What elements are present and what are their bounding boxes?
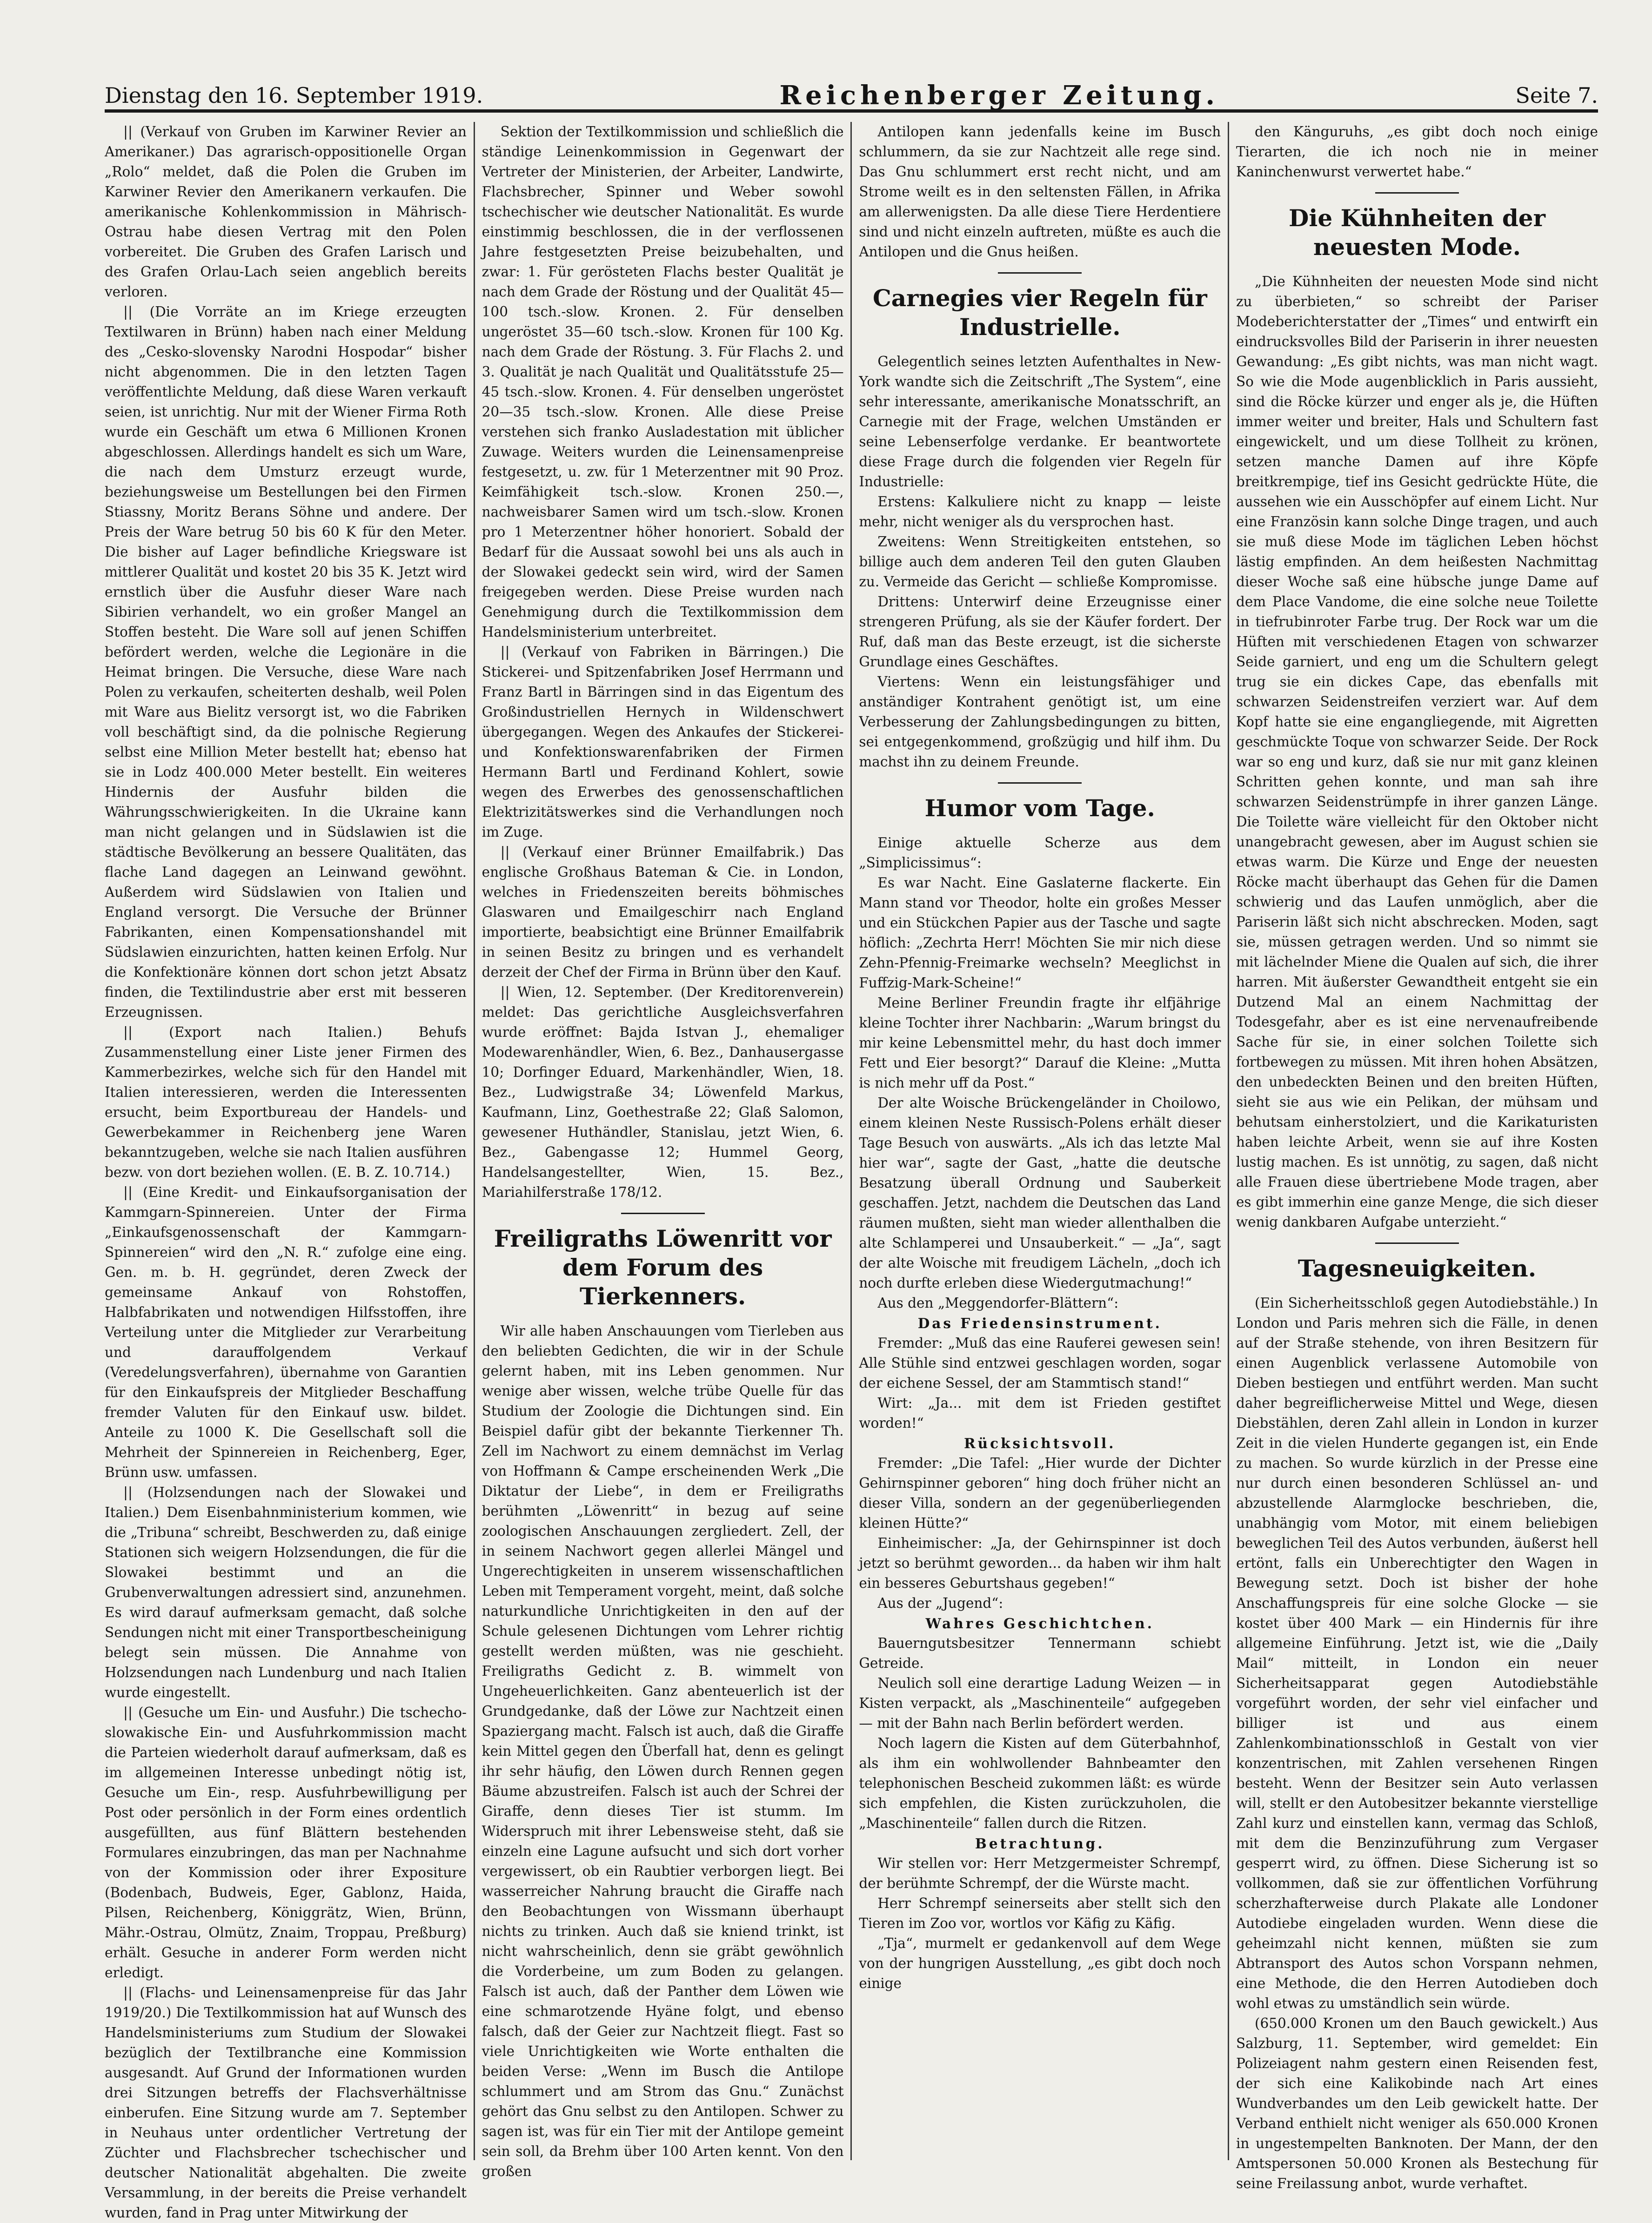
carnegie-rule-1: Erstens: Kalkuliere nicht zu knapp — leiste mehr, nicht weniger als du versprochen hast. xyxy=(859,494,1221,530)
article-kronen-bauch: (650.000 Kronen um den Bauch gewickelt.) Aus Salzburg, 11. September, wird gemeldet: Ein Polizeiagent nahm gestern einen Reisenden fest, der sich eine Kalikobinde nach Art eines Wundverbandes um den Leib gewickelt hatte. Der Verband enthielt nicht weniger als 650.000 Kronen in ungestempelten Banknoten. Der Mann, der den Amtspersonen 50.000 Kronen als Bestechung für seine Freilassung anbot, wurde verhaftet. xyxy=(1236,2015,1598,2191)
article-emailfabrik: || (Verkauf einer Brünner Emailfabrik.) Das englische Großhaus Bateman & Cie. in London, welches in Friedenszeiten bereits böhmisches Glaswaren und Emailgeschirr nach England importierte, beabsichtigt eine Brünner Emailfabrik in seinen Besitz zu bringen und es verhandelt derzeit der Chef der Firma in Brünn über den Kauf. xyxy=(482,844,844,980)
article-kreditorenverein: || Wien, 12. September. (Der Kreditorenverein) meldet: Das gerichtliche Ausgleichsverfahren wurde eröffnet: Bajda Istvan J., ehemaliger Modewarenhändler, Wien, 6. Bez., Danhausergasse 10; Dorfinger Eduard, Markenhändler, Wien, 18. Bez., Ludwigstraße 34; Löwenfeld Markus, Kaufmann, Linz, Goethestraße 22; Glaß Salomon, gewesener Huthändler, Stanislau, jetzt Wien, 6. Bez., Gabengasse 12; Hummel Georg, Handelsangestellter, Wien, 15. Bez., Mariahilferstraße 178/12. xyxy=(482,984,844,1200)
article-baerringen: || (Verkauf von Fabriken in Bärringen.) Die Stickerei- und Spitzenfabriken Josef Herrmann und Franz Bartl in Bärringen sind in das Eigentum des Großindustriellen Hernych in Wildenschwert übergegangen. Wegen des Ankaufes der Stickerei- und Konfektionswarenfabriken der Firmen Hermann Bartl und Ferdinand Kohlert, sowie wegen des Erwerbes des genossenschaftlichen Elektrizitätswerkes sind die Verhandlungen noch im Zuge. xyxy=(482,644,844,840)
article-export-italien: || (Export nach Italien.) Behufs Zusammenstellung einer Liste jener Firmen des Kammerbezirkes, welche sich für den Handel mit Italien interessieren, werden die Interessenten ersucht, beim Exportbureau der Handels- und Gewerbekammer in Reichenberg jene Waren bekanntzugeben, welche sie nach Italien ausführen bezw. von dort beziehen wollen. (E. B. Z. 10.714.) xyxy=(105,1024,467,1180)
article-gruben-karwin: || (Verkauf von Gruben im Karwiner Revier an Amerikaner.) Das agrarisch-oppositionelle Organ „Rolo“ meldet, daß die Polen die Gruben im Karwiner Revier den Amerikanern verkaufen. Die amerikanische Kohlenkommission in Mährisch-Ostrau habe diesen Vertrag mit den Polen vorbereitet. Die Gruben des Grafen Larisch und des Grafen Orlau-Lach seien angeblich bereits verloren. xyxy=(105,124,467,300)
section-rule xyxy=(1375,1242,1459,1244)
article-flachspreise-cont: Sektion der Textilkommission und schließlich die ständige Leinenkommission in Gegenwart der Vertreter der Ministerien, der Arbeiter, Landwirte, Flachsbrecher, Spinner und Weber sowohl tschechischer wie deutscher Nationalität. Es wurde einstimmig beschlossen, die in der verflossenen Jahre festgesetzten Preise beizubehalten, und zwar: 1. Für gerösteten Flachs bester Qualität je nach dem Grade der Röstung und der Qualität 45—100 tsch.-slow. Kronen. 2. Für denselben ungeröstet 35—60 tsch.-slow. Kronen für 100 Kg. nach dem Grade der Röstung. 3. Für Flachs 2. und 3. Qualität je nach Qualität und Qualitätsstufe 25—45 tsch.-slow. Kronen. 4. Für denselben ungeröstet 20—35 tsch.-slow. Kronen. Alle diese Preise verstehen sich franko Ausladestation mit üblicher Zuwage. Weiters wurden die Leinensamenpreise festgesetzt, u. zw. für 1 Meterzentner mit 90 Proz. Keimfähigkeit tsch.-slow. Kronen 250.—, nachweisbarer Samen wird um tsch.-slow. Kronen pro 1 Meterzentner höher honoriert. Sobald der Bedarf für die Aussaat sowohl bei uns als auch in der Slowakei gedeckt sein wird, wird der Samen freigegeben werden. Diese Preise wurden nach Genehmigung durch die Textilkommission dem Handelsministerium unterbreitet. xyxy=(482,124,844,640)
article-sicherheitsschloss: (Ein Sicherheitsschloß gegen Autodiebstähle.) In London und Paris mehren sich die Fälle, in denen auf der Straße stehende, von ihren Besitzern für einen Augenblick verlassene Automobile von Dieben bestiegen und entführt werden. Man sucht daher begreiflicherweise Mittel und Wege, diesen Diebstählen, deren Zahl allein in London in kurzer Zeit in die vielen Hunderte gegangen ist, ein Ende zu machen. So wurde kürzlich in der Presse eine nur durch einen besonderen Schlüssel an- und abzustellende Alarmglocke beschrieben, die, unabhängig vom Motor, mit einem beliebigen beweglichen Teil des Autos verbunden, äußerst hell ertönt, falls ein Unberechtigter den Wagen in Bewegung setzt. Doch ist bisher der hohe Anschaffungspreis für eine solche Glocke — sie kostet über 400 Mark — ein Hindernis für ihre allgemeine Einführung. Jetzt ist, wie die „Daily Mail“ mitteilt, in London ein neuer Sicherheitsapparat gegen Autodiebstähle vorgeführt worden, der sehr viel einfacher und billiger ist und aus einem Zahlenkombinationsschloß in Gestalt von vier konzentrischen, mit Zahlen versehenen Ringen besteht. Wenn der Besitzer sein Auto verlassen will, stellt er den Autobesitzer bekannte vierstellige Zahl kurz und einstellen kann, vermag das Schloß, mit dem die Benzinzuführung zum Vergaser gesperrt wird, zu öffnen. Diese Sicherung ist so vollkommen, daß sie zur öffentlichen Vorführung scherzhafterweise durch Plakate alle Londoner Autodiebe eingeladen wurden. Wenn diese die geheimzahl nicht kennen, müßten sie zum Abtransport des Autos schon Vorspann nehmen, eine Methode, die den Herren Autodieben doch wohl etwas zu umständlich sein würde. xyxy=(1236,1295,1598,2011)
humor-intro: Einige aktuelle Scherze aus dem „Simplicissimus“: xyxy=(859,835,1221,871)
humor-joke-5a: Fremder: „Die Tafel: „Hier wurde der Dichter Gehirnspinner geboren“ hing doch früher nicht an dieser Villa, sondern an der gegenüberliegenden kleinen Hütte?“ xyxy=(859,1455,1221,1531)
article-gesuche: || (Gesuche um Ein- und Ausfuhr.) Die tschecho-slowakische Ein- und Ausfuhrkommission macht die Parteien wiederholt darauf aufmerksam, daß es im allgemeinen Interesse unbedingt nötig ist, Gesuche um Ein-, resp. Ausfuhrbewilligung per Post oder persönlich in der Form eines ordentlich ausgefüllten, aus fünf Blättern bestehenden Formulares einzubringen, das man per Nachnahme von der Kommission oder ihrer Expositure (Bodenbach, Budweis, Eger, Gablonz, Haida, Pilsen, Reichenberg, Königgrätz, Wien, Brünn, Mähr.-Ostrau, Olmütz, Znaim, Troppau, Preßburg) erhält. Gesuche in anderer Form werden nicht erledigt. xyxy=(105,1705,467,1981)
header-date: Dienstag den 16. September 1919. xyxy=(105,83,483,108)
humor-joke-7a: Wir stellen vor: Herr Metzgermeister Schrempf, der berühmte Schrempf, der die Würste macht. xyxy=(859,1855,1221,1891)
column-divider xyxy=(474,122,475,2160)
humor-joke-7b: Herr Schrempf seinerseits aber stellt sich den Tieren im Zoo vor, wortlos vor Käfig zu Käfig. xyxy=(859,1895,1221,1931)
section-rule xyxy=(621,1213,705,1214)
section-rule xyxy=(998,272,1082,274)
page-header xyxy=(105,77,1598,113)
carnegie-rule-3: Drittens: Unterwirf deine Erzeugnisse einer strengeren Prüfung, als sie der Käufer fordert. Der Ruf, daß man das Beste erzeugt, ist die sicherste Grundlage eines Geschäftes. xyxy=(859,594,1221,670)
humor-joke-2: Meine Berliner Freundin fragte ihr elfjährige kleine Tochter ihrer Nachbarin: „Warum bringst du mir keine Lebensmittel mehr, du hast doch immer Fett und Eier besorgt?“ Darauf die Kleine: „Mutta is nich mehr uff da Post.“ xyxy=(859,995,1221,1091)
headline-mode: Die Kühnheiten der neuesten Mode. xyxy=(1289,204,1545,261)
column-2 xyxy=(482,122,844,2179)
humor-title-ruecksichtsvoll: Rücksichtsvoll. xyxy=(964,1435,1116,1451)
article-flachspreise: || (Flachs- und Leinensamenpreise für das Jahr 1919/20.) Die Textilkommission hat auf Wunsch des Handelsministeriums zum Studium der Slowakei bezüglich der Textilbranche eine Kommission ausgesandt. Auf Grund der Informationen wurden drei Sitzungen betreffs der Flachsverhältnisse einberufen. Eine Sitzung wurde am 7. September in Neuhaus unter ordentlicher Vertretung der Züchter und Flachsbrecher tschechischer und deutscher Nationalität abgehalten. Die zweite Versammlung, in der bereits die Preise verhandelt wurden, fand in Prag unter Mitwirkung der xyxy=(105,1985,467,2221)
page-number: Seite 7. xyxy=(1515,83,1598,108)
humor-title-betrachtung: Betrachtung. xyxy=(975,1835,1105,1852)
humor-title-friedensinstrument: Das Friedensinstrument. xyxy=(917,1315,1162,1331)
humor-joke-6c: Noch lagern die Kisten auf dem Güterbahnhof, als ihm ein wohlwollender Bahnbeamter den telephonischen Bescheid zukommen läßt: es würde sich empfehlen, die Kisten zurückzuholen, die „Maschinenteile“ fallen durch die Ritzen. xyxy=(859,1735,1221,1831)
headline-carnegie: Carnegies vier Regeln für Industrielle. xyxy=(872,284,1207,341)
humor-joke-4b: Wirt: „Ja... mit dem ist Frieden gestiftet worden!“ xyxy=(859,1395,1221,1431)
humor-joke-3: Der alte Woische Brückengeländer in Choilowo, einem kleinen Neste Russisch-Polens erhält dieser Tage Besuch von auswärts. „Als ich das letzte Mal hier war“, sagte der Gast, „hatte die deutsche Besatzung überall Ordnung und Sauberkeit geschaffen. Jetzt, nachdem die Deutschen das Land räumen mußten, sieht man wieder allenthalben die alte Schlamperei und Unsauberkeit.“ — „Ja“, sagt der alte Woische mit freudigem Lächeln, „doch ich noch durfte erleben diese Wiedergutmachung!“ xyxy=(859,1095,1221,1291)
column-1 xyxy=(105,122,467,2221)
headline-tagesneuigkeiten: Tagesneuigkeiten. xyxy=(1298,1255,1537,1282)
columns xyxy=(105,122,1598,2221)
humor-source-jugend: Aus der „Jugend“: xyxy=(877,1595,1003,1611)
carnegie-intro: Gelegentlich seines letzten Aufenthaltes in New-York wandte sich die Zeitschrift „The System“, eine sehr interessante, amerikanische Monatsschrift, an Carnegie mit der Frage, welchen Umständen er seine Lebenserfolge verdanke. Er beantwortete diese Frage durch die folgenden vier Regeln für Industrielle: xyxy=(859,354,1221,490)
headline-loewenritt: Freiligraths Löwenritt vor dem Forum des Tierkenners. xyxy=(494,1225,832,1310)
humor-joke-7-cont: den Känguruhs, „es gibt doch noch einige Tierarten, die ich noch nie in meiner Kaninchenwurst verwertet habe.“ xyxy=(1236,124,1598,180)
humor-joke-5b: Einheimischer: „Ja, der Gehirnspinner ist doch jetzt so berühmt geworden... da haben wir ihm halt ein besseres Geburtshaus gegeben!“ xyxy=(859,1535,1221,1591)
headline-humor: Humor vom Tage. xyxy=(924,794,1155,822)
article-mode: „Die Kühnheiten der neuesten Mode sind nicht zu überbieten,“ so schreibt der Pariser Modeberichterstatter der „Times“ und entwirft ein eindrucksvolles Bild der Pariserin in ihrer neuesten Gewandung: „Es gibt nichts, was man nicht wagt. So wie die Mode augenblicklich in Paris aussieht, sind die Röcke kürzer und enger als je, die Hüften immer weiter und breiter, Hals und Schultern fast eingewickelt, und um diese Tollheit zu krönen, setzen manche Damen auf ihre Köpfe breitkrempige, tief ins Gesicht gedrückte Hüte, die aussehen wie ein Ausschöpfer auf einem Licht. Nur eine Französin kann solche Dinge tragen, und auch sie muß diese Mode im täglichen Leben höchst lästig empfinden. An dem heißesten Nachmittag dieser Woche saß eine hübsche junge Dame auf dem Place Vandome, die eine solche neue Toilette in tiefrubinroter Farbe trug. Der Rock war um die Hüften mit verschiedenen Etagen von schwarzer Seide garniert, und eng um die Schultern gelegt trug sie ein dickes Cape, das ebenfalls mit schwarzen Seidenstreifen verziert war. Auf dem Kopf hatte sie eine engangliegende, mit Aigretten geschmückte Toque von schwarzer Seide. Der Rock war so eng und kurz, daß sie nur mit ganz kleinen Schritten gehen konnte, und man sah ihre schwarzen Seidenstrümpfe in ihrer ganzen Länge. Die Toilette wäre vielleicht für den Oktober nicht unangebracht gewesen, aber im August schien sie etwas warm. Die Kürze und Enge der neuesten Röcke macht überhaupt das Gehen für die Damen schwierig und das Laufen unmöglich, aber die Pariserin läßt sich nicht abschrecken. Moden, sagt sie, müssen getragen werden. Und so nimmt sie mit lächelnder Miene die Qualen auf sich, die ihrer harren. Mit äußerster Gewandtheit entgeht sie ein Dutzend Mal an einem Nachmittag der Todesgefahr, aber es ist eine nervenaufreibende Sache für sie, in einer solchen Toilette sich fortbewegen zu müssen. Mit ihren hohen Absätzen, den unbedeckten Beinen und den breiten Hüften, sieht sie aus wie ein Pelikan, der mühsam und behutsam einherstolziert, und die Karikaturisten haben leichte Arbeit, wenn sie auf ihre Kosten lustig machen. Es ist unnötig, zu sagen, daß nicht alle Frauen diese übertriebene Mode tragen, aber es gibt immerhin eine ganze Menge, die sich dieser wenig dankbaren Aufgabe unterzieht.“ xyxy=(1236,274,1598,1230)
humor-joke-6b: Neulich soll eine derartige Ladung Weizen — in Kisten verpackt, als „Maschinenteile“ aufgegeben — mit der Bahn nach Berlin befördert werden. xyxy=(859,1675,1221,1731)
humor-joke-6a: Bauerngutsbesitzer Tennermann schiebt Getreide. xyxy=(859,1635,1221,1671)
article-loewenritt-cont: Antilopen kann jedenfalls keine im Busch schlummern, da sie zur Nachtzeit alle rege sind. Das Gnu schlummert erst recht nicht, und am Strome weilt es in den seltensten Fällen, in Afrika am allerwenigsten. Da alle diese Tiere Herdentiere sind und nicht einzeln auftreten, müßte es auch die Antilopen und die Gnus heißen. xyxy=(859,124,1221,260)
column-divider xyxy=(850,122,852,2160)
column-4 xyxy=(1236,122,1598,2191)
article-holzsendungen: || (Holzsendungen nach der Slowakei und Italien.) Dem Eisenbahnministerium kommen, wie die „Tribuna“ schreibt, Beschwerden zu, daß einige Stationen sich weigern Holzsendungen, die für die Slowakei bestimmt und an die Grubenverwaltungen adressiert sind, anzunehmen. Es wird darauf aufmerksam gemacht, daß solche Sendungen nicht mit einer Transportbescheinigung belegt sein müssen. Die Annahme von Holzsendungen nach Lundenburg und nach Italien wurde eingestellt. xyxy=(105,1484,467,1700)
carnegie-rule-2: Zweitens: Wenn Streitigkeiten entstehen, so billige auch dem anderen Teil den guten Glauben zu. Vermeide das Gericht — schließe Kompromisse. xyxy=(859,534,1221,590)
humor-title-geschichtchen: Wahres Geschichtchen. xyxy=(925,1615,1155,1632)
section-rule xyxy=(1375,192,1459,194)
article-loewenritt: Wir alle haben Anschauungen vom Tierleben aus den beliebten Gedichten, die wir in der Schule gelernt haben, mit ins Leben genommen. Nur wenige aber wissen, welche trübe Quelle für das Studium der Zoologie die Dichtungen sind. Ein Beispiel dafür gibt der bekannte Tierkenner Th. Zell im Nachwort zu einem demnächst im Verlag von Hoffmann & Campe erscheinenden Werk „Die Diktatur der Liebe“, in dem er Freiligraths berühmten „Löwenritt“ in bezug auf seine zoologischen Anschauungen zergliedert. Zell, der in seinem Nachwort gegen allerlei Mängel und Ungerechtigkeiten in unserem wissenschaftlichen Leben mit Temperament vorgeht, meint, daß solche naturkundliche Unrichtigkeiten in den auf der Schule gelesenen Dichtungen vom Lehrer richtig gestellt werden müßten, was nie geschieht. Freiligraths Gedicht z. B. wimmelt von Ungeheuerlichkeiten. Ganz abenteuerlich ist der Grundgedanke, daß der Löwe zur Nachtzeit einen Spaziergang macht. Falsch ist auch, daß die Giraffe kein Mittel gegen den Überfall hat, denn es gelingt ihr sehr häufig, den Löwen durch Rennen gegen Bäume abzustreifen. Falsch ist auch der Schrei der Giraffe, denn dieses Tier ist stumm. Im Widerspruch mit ihrer Lebensweise steht, daß sie einzeln eine Lagune aufsucht und sich dort vorher vergewissert, ob ein Raubtier verborgen liegt. Bei wasserreicher Nahrung braucht die Giraffe nach den Beobachtungen von Wissmann überhaupt nichts zu trinken. Auch daß sie kniend trinkt, ist nicht wahrscheinlich, denn sie gräbt gewöhnlich die Vorderbeine, um zum Boden zu gelangen. Falsch ist auch, daß der Panther dem Löwen wie eine schmarotzende Hyäne folgt, und ebenso falsch, daß der Geier zur Nachtzeit fliegt. Fast so viele Unrichtigkeiten wie Worte enthalten die beiden Verse: „Wenn im Busch die Antilope schlummert und am Strom das Gnu.“ Zunächst gehört das Gnu selbst zu den Antilopen. Schwer zu sagen ist, was für ein Tier mit der Antilope gemeint sein soll, da Brehm über 100 Arten kennt. Von den großen xyxy=(482,1323,844,2179)
humor-joke-4a: Fremder: „Muß das eine Rauferei gewesen sein! Alle Stühle sind entzwei geschlagen worden, sogar der eichene Sessel, der am Stammtisch stand!“ xyxy=(859,1335,1221,1391)
humor-joke-1: Es war Nacht. Eine Gaslaterne flackerte. Ein Mann stand vor Theodor, holte ein großes Messer und ein Stückchen Papier aus der Tasche und sagte höflich: „Zechrta Herr! Möchten Sie mir nich diese Zehn-Pfennig-Freimarke wechseln? Meeglichst in Fuffzig-Mark-Scheine!“ xyxy=(859,875,1221,991)
column-3 xyxy=(859,122,1221,2160)
carnegie-rule-4: Viertens: Wenn ein leistungsfähiger und anständiger Kontrahent genötigt ist, um eine Verbesserung der Zahlungsbedingungen zu bitten, sei entgegenkommend, großzügig und hilf ihm. Du machst ihn zu deinem Freunde. xyxy=(859,674,1221,770)
article-kammgarn: || (Eine Kredit- und Einkaufsorganisation der Kammgarn-Spinnereien. Unter der Firma „Einkaufsgenossenschaft der Kammgarn-Spinnereien“ wird den „N. R.“ zufolge eine eing. Gen. m. b. H. gegründet, deren Zweck der gemeinsame Ankauf von Rohstoffen, Halbfabrikaten und notwendigen Hilfsstoffen, ihre Verteilung unter die Mitglieder zur Verarbeitung und darauffolgendem Verkauf (Veredelungsverfahren), übernahme von Garantien für den Einkaufspreis der Mitglieder Beschaffung fremder Valuten für den Einkauf usw. bildet. Anteile zu 1000 K. Die Gesellschaft soll die Mehrheit der Spinnereien in Reichenberg, Eger, Brünn usw. umfassen. xyxy=(105,1184,467,1480)
humor-source-meggendorfer: Aus den „Meggendorfer-Blättern“: xyxy=(877,1295,1119,1311)
section-rule xyxy=(998,782,1082,784)
column-divider xyxy=(1228,122,1229,2160)
article-textilwaren-bruenn: || (Die Vorräte an im Kriege erzeugten Textilwaren in Brünn) haben nach einer Meldung des „Cesko-slovensky Narodni Hospodar“ bisher nicht abgenommen. Die in den letzten Tagen veröffentlichte Meldung, daß diese Waren verkauft seien, ist unrichtig. Nur mit der Wiener Firma Roth wurde ein Geschäft um etwa 6 Millionen Kronen abgeschlossen. Allerdings handelt es sich um Ware, die nach dem Umsturz erzeugt wurde, beziehungsweise um Bestellungen bei den Firmen Stiassny, Moritz Berans Söhne und andere. Der Preis der Ware betrug 50 bis 60 K für den Meter. Die bisher auf Lager befindliche Kriegsware ist mittlerer Qualität und kostet 20 bis 35 K. Jetzt wird ernstlich über die Ausfuhr dieser Ware nach Sibirien verhandelt, wo ein großer Mangel an Stoffen besteht. Die Ware soll auf jenen Schiffen befördert werden, welche die Legionäre in die Heimat bringen. Die Versuche, diese Ware nach Polen zu verkaufen, scheiterten deshalb, weil Polen mit Ware aus Bielitz versorgt ist, wo die Fabriken voll beschäftigt sind, da die polnische Regierung selbst eine Million Meter bestellt hat; ebenso hat sie in Lodz 400.000 Meter bestellt. Ein weiteres Hindernis der Ausfuhr bilden die Währungsschwierigkeiten. In die Ukraine kann man nicht gelangen und in Südslawien ist die städtische Bevölkerung an bessere Qualitäten, das flache Land dagegen an Leinwand gewöhnt. Außerdem wird Südslawien von Italien und England versorgt. Die Versuche der Brünner Fabrikanten, einen Kompensationshandel mit Südslawien einzurichten, hatten keinen Erfolg. Nur die Konfektionäre können dort schon jetzt Absatz finden, die Textilindustrie aber erst mit besseren Erzeugnissen. xyxy=(105,304,467,1020)
newspaper-title: Reichenberger Zeitung. xyxy=(779,80,1219,111)
humor-joke-7c: „Tja“, murmelt er gedankenvoll auf dem Wege von der hungrigen Ausstellung, „es gibt doch noch einige xyxy=(859,1935,1221,1991)
